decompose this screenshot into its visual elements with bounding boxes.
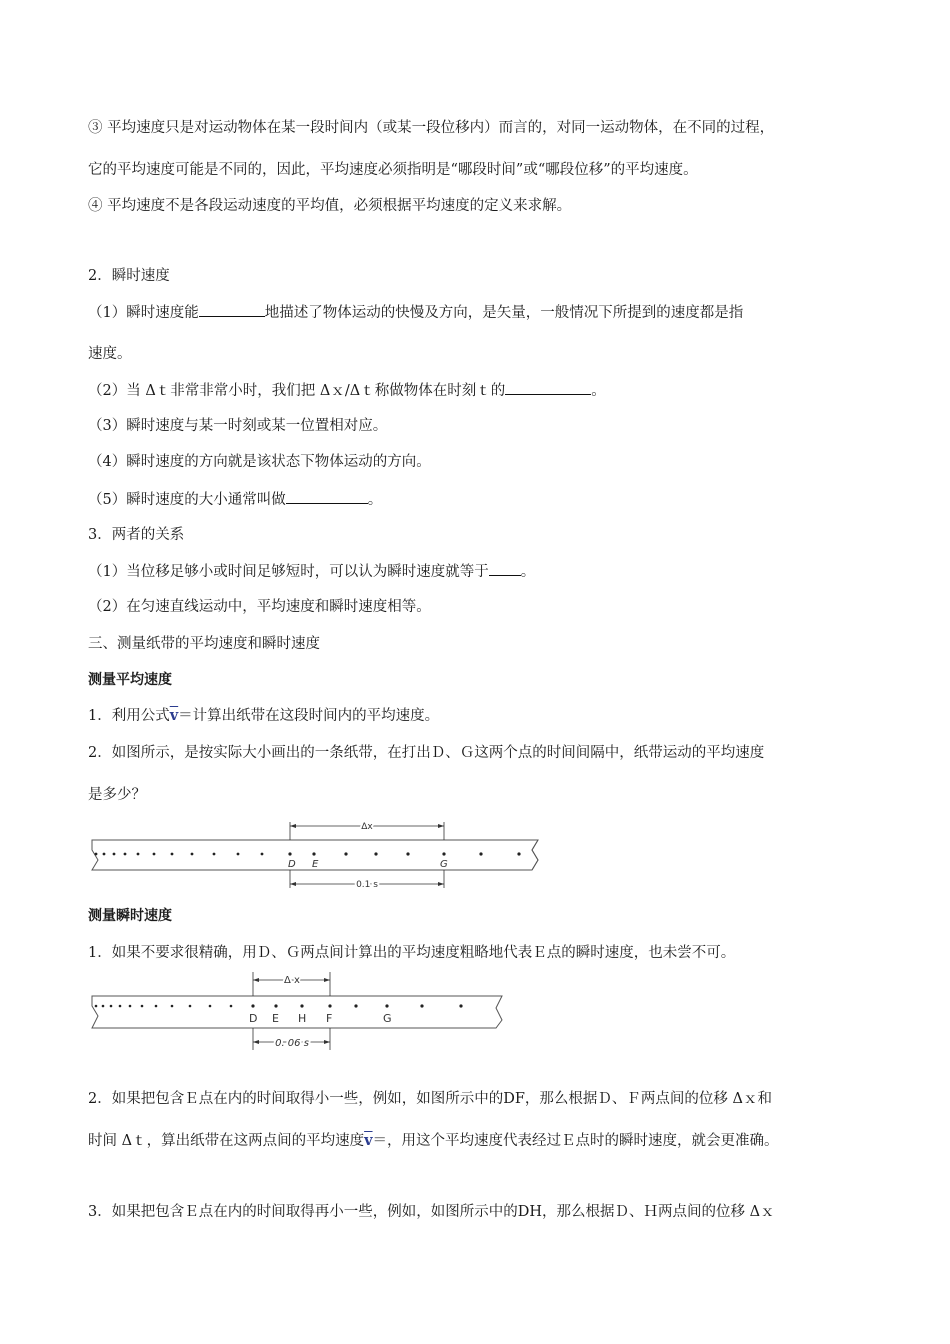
s2-item2-text-b: 。: [591, 383, 606, 399]
section-2-title: 2．瞬时速度: [88, 268, 170, 284]
tape2-label-E: E: [272, 1012, 279, 1025]
s2-item5-text-a: （5）瞬时速度的大小通常叫做: [88, 492, 286, 508]
s2-item5-text-b: 。: [367, 492, 383, 508]
inst-item2-text-a: 时间 Δｔ，算出纸带在这两点间的平均速度: [88, 1133, 365, 1149]
tape1-label-G: G: [440, 859, 448, 870]
v-bar-symbol-2: $\overline{v}$: [364, 1132, 373, 1149]
tape2-top-label: Δ x: [284, 975, 300, 986]
s3-item1: [88, 561, 535, 582]
s2-item2: [88, 380, 606, 401]
tape2-label-H: H: [298, 1012, 307, 1025]
fill-blank-2: [505, 380, 591, 395]
s2-item1-line1: [88, 302, 743, 323]
avg-item1-text-a: 1．利用公式: [88, 708, 170, 724]
tape2-label-F: F: [326, 1012, 333, 1025]
inst-item2-line1: 2．如果把包含Ｅ点在内的时间取得小一些，例如，如图所示中的DF，那么根据Ｄ、Ｆ两点间的位移 Δｘ和: [88, 1091, 772, 1107]
avg-item1-text-b: ＝计算出纸带在这段时间内的平均速度。: [178, 708, 440, 724]
s2-item1-line2: 速度。: [88, 346, 132, 362]
s2-item4: （4）瞬时速度的方向就是该状态下物体运动的方向。: [88, 454, 431, 470]
tape2-label-D: D: [249, 1012, 258, 1025]
s2-item2-text-a: （2）当 Δｔ非常非常小时，我们把 Δｘ/Δｔ称做物体在时刻ｔ的: [88, 383, 506, 399]
paragraph-3-line2: 它的平均速度可能是不同的，因此，平均速度必须指明是“哪段时间”或“哪段位移”的平均速度。: [88, 162, 698, 178]
paragraph-4: ④ 平均速度不是各段运动速度的平均值，必须根据平均速度的定义来求解。: [88, 198, 572, 214]
part-3-title: 三、测量纸带的平均速度和瞬时速度: [88, 636, 320, 652]
tape2-label-G: G: [383, 1012, 392, 1025]
tape1-top-label: Δx: [361, 822, 373, 832]
s2-item1-text-a: （1）瞬时速度能: [88, 305, 199, 321]
avg-item2-line2: 是多少？: [88, 787, 146, 803]
tape2-bottom-label: 0. 06 s: [275, 1038, 309, 1049]
avg-item1: [88, 706, 439, 726]
inst-item2-text-b: ＝，用这个平均速度代表经过Ｅ点时的瞬时速度，就会更准确。: [372, 1133, 779, 1149]
inst-item3-line1: 3．如果把包含Ｅ点在内的时间取得再小一些，例如，如图所示中的DH，那么根据Ｄ、Ｈ两点间的位移 Δｘ: [88, 1204, 775, 1220]
s3-item1-text-b: 。: [520, 564, 536, 580]
s3-item1-text-a: （1）当位移足够小或时间足够短时，可以认为瞬时速度就等于: [88, 564, 489, 580]
tape-figure-2: [88, 970, 508, 1052]
v-bar-symbol: $\overline{v}$: [169, 707, 179, 724]
tape1-label-D: D: [288, 859, 296, 870]
avg-item2-line1: 2．如图所示，是按实际大小画出的一条纸带，在打出Ｄ、Ｇ这两个点的时间间隔中，纸带运动的平均速度: [88, 745, 765, 761]
fill-blank-3: [286, 489, 368, 504]
inst-item1: 1．如果不要求很精确，用Ｄ、Ｇ两点间计算出的平均速度粗略地代表Ｅ点的瞬时速度，也未尝不可。: [88, 945, 736, 961]
inst-item2-line2: [88, 1131, 779, 1151]
s3-item2: （2）在匀速直线运动中，平均速度和瞬时速度相等。: [88, 599, 431, 615]
tape1-bottom-label: 0.1 s: [356, 880, 378, 890]
tape1-label-E: E: [312, 859, 319, 870]
fill-blank-4: [489, 561, 521, 576]
paragraph-3-line1: ③ 平均速度只是对运动物体在某一段时间内（或某一段位移内）而言的，对同一运动物体，在不同的过程，: [88, 120, 775, 136]
fill-blank-1: [199, 302, 265, 317]
section-3-title: 3．两者的关系: [88, 527, 185, 543]
avg-velocity-heading: 测量平均速度: [88, 672, 172, 688]
s2-item5: [88, 489, 382, 510]
s2-item3: （3）瞬时速度与某一时刻或某一位置相对应。: [88, 418, 388, 434]
tape-figure-1: [88, 818, 544, 890]
s2-item1-text-b: 地描述了物体运动的快慢及方向，是矢量，一般情况下所提到的速度都是指: [264, 305, 744, 321]
instant-velocity-heading: 测量瞬时速度: [88, 908, 172, 924]
